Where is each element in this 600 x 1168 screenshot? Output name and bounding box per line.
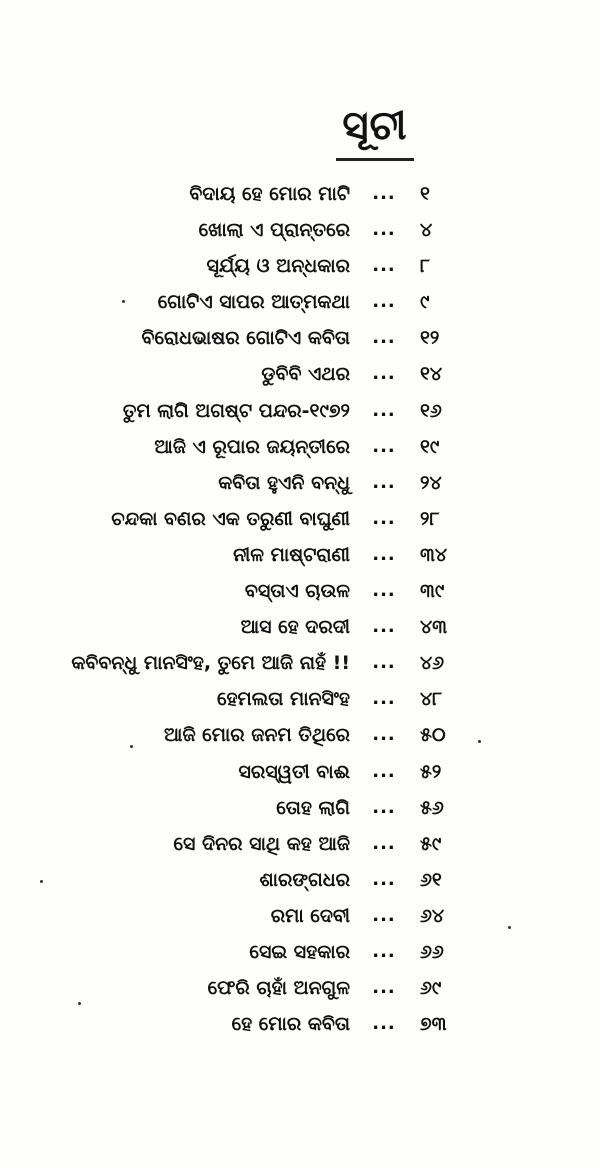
toc-entry-title: ଫେରି ଚାହାଁ ଅନଗୁଳ: [207, 977, 350, 1000]
toc-entry-page: ୧୪: [420, 363, 443, 386]
print-speck: [130, 745, 133, 748]
toc-entry-title: ଆଜି ଏ ରୂପାର ଜୟନ୍ତୀରେ: [154, 435, 350, 458]
toc-entry-page: ୯: [420, 291, 430, 314]
toc-entry-title: ରମା ଦେବୀ: [270, 904, 350, 927]
toc-entry-leader: ...: [372, 616, 396, 638]
toc-entry: [0, 429, 600, 465]
toc-entry-title: ସୂର୍ଯ୍ୟ ଓ ଅନ୍ଧକାର: [206, 255, 350, 278]
toc-entry-title: ସରସ୍ୱତୀ ବାଈ: [238, 760, 350, 783]
toc-entry-page: ୭୩: [420, 1013, 447, 1036]
print-speck: [40, 880, 43, 883]
toc-entry-page: ୨୮: [420, 507, 440, 530]
toc-entry: [0, 393, 600, 429]
toc-entry: [0, 284, 600, 320]
toc-entry: [0, 645, 600, 681]
toc-entry-title: ହେ ମୋର କବିତା: [231, 1013, 350, 1036]
toc-entry-leader: ...: [372, 291, 396, 313]
table-of-contents: [0, 176, 600, 1042]
toc-entry-page: ୧୬: [420, 399, 442, 422]
toc-entry-page: ୬୧: [420, 868, 442, 891]
toc-entry-leader: ...: [372, 183, 396, 204]
toc-entry-leader: ...: [372, 904, 396, 926]
toc-entry-leader: ...: [372, 977, 396, 999]
toc-entry-page: ୬୪: [420, 904, 445, 927]
print-speck: [478, 740, 481, 743]
toc-entry-page: ୮: [420, 255, 430, 278]
contents-heading: ସୂଚୀ: [342, 103, 408, 149]
toc-entry-leader: ...: [372, 1013, 396, 1035]
toc-entry-title: ନୀଳ ମାଷ୍ଟରାଣୀ: [233, 543, 350, 566]
toc-entry-title: ଶାରଙ୍ଗଧର: [259, 868, 350, 891]
toc-entry: [0, 754, 600, 790]
toc-entry-leader: ...: [372, 868, 396, 890]
toc-entry-page: ୩୯: [420, 580, 445, 603]
toc-entry-title: କବିବନ୍ଧୁ ମାନସିଂହ, ତୁମେ ଆଜି ନାହଁ !!: [71, 652, 350, 675]
print-speck: [78, 1002, 81, 1005]
toc-entry-title: ହେମଲତା ମାନସିଂହ: [216, 688, 350, 711]
toc-entry: [0, 790, 600, 826]
toc-entry-title: ବସ୍ତାଏ ଚାଉଳ: [244, 580, 350, 603]
toc-entry-leader: ...: [372, 327, 396, 349]
print-speck: [122, 300, 125, 303]
toc-entry: [0, 1006, 600, 1042]
toc-entry-page: ୬୬: [420, 940, 444, 963]
heading-underline: [336, 158, 414, 161]
toc-entry-title: ସେଇ ସହକାର: [249, 940, 350, 963]
toc-entry: [0, 681, 600, 717]
toc-entry-leader: ...: [372, 940, 396, 962]
toc-entry: [0, 970, 600, 1006]
toc-entry-leader: ...: [372, 688, 396, 710]
toc-entry: [0, 537, 600, 573]
toc-entry: [0, 609, 600, 645]
toc-entry-page: ୩୪: [420, 543, 448, 566]
toc-entry-leader: ...: [372, 399, 396, 421]
toc-entry-page: ୪୬: [420, 652, 445, 675]
toc-entry: [0, 320, 600, 356]
toc-entry: [0, 176, 600, 212]
toc-entry-title: ଚନ୍ଦକା ବଣର ଏକ ତରୁଣୀ ବାଘୁଣୀ: [111, 507, 350, 530]
toc-entry-page: ୫୬: [420, 796, 444, 819]
toc-entry: [0, 934, 600, 970]
toc-entry-leader: ...: [372, 543, 396, 565]
toc-entry-leader: ...: [372, 435, 396, 457]
toc-entry-page: ୫୨: [420, 760, 442, 783]
toc-entry-page: ୫୯: [420, 832, 442, 855]
toc-entry: [0, 862, 600, 898]
toc-entry-leader: ...: [372, 363, 396, 385]
toc-entry-title: କବିତା ହୁଏନି ବନ୍ଧୁ: [218, 471, 350, 494]
toc-entry-leader: ...: [372, 652, 396, 674]
print-speck: [508, 926, 511, 929]
toc-entry-leader: ...: [372, 580, 396, 602]
toc-entry: [0, 717, 600, 753]
toc-entry-leader: ...: [372, 832, 396, 854]
toc-entry-title: ତୋହ ଲାଗି: [276, 796, 350, 819]
toc-entry: [0, 501, 600, 537]
toc-entry-leader: ...: [372, 724, 396, 746]
toc-entry-title: ଡୁବିବି ଏଥର: [261, 363, 350, 386]
toc-entry-title: ବିଦାୟ ହେ ମୋର ମାଟି: [189, 183, 350, 205]
toc-entry-title: ଆସ ହେ ଦରଦୀ: [240, 616, 350, 639]
toc-entry-page: ୨୪: [420, 471, 442, 494]
toc-entry-leader: ...: [372, 219, 396, 241]
toc-entry: [0, 356, 600, 392]
toc-entry-title: ତୁମ ଲାଗି ଅଗଷ୍ଟ ପନ୍ଦର-୧୯୭୨: [122, 399, 350, 422]
toc-entry-leader: ...: [372, 255, 396, 277]
toc-entry-page: ୬୯: [420, 977, 442, 1000]
toc-entry-title: ଖୋଲା ଏ ପ୍ରାନ୍ତରେ: [198, 219, 350, 242]
toc-entry: [0, 212, 600, 248]
toc-entry-page: ୫୦: [420, 724, 446, 747]
toc-entry-page: ୧: [420, 183, 430, 205]
toc-entry-leader: ...: [372, 507, 396, 529]
toc-entry-leader: ...: [372, 471, 396, 493]
toc-entry: [0, 248, 600, 284]
toc-entry-page: ୧୨: [420, 327, 440, 350]
toc-entry-title: ଗୋଟିଏ ସାପର ଆତ୍ମକଥା: [157, 291, 350, 314]
toc-entry-leader: ...: [372, 796, 396, 818]
toc-entry-page: ୪: [420, 219, 433, 242]
toc-entry-title: ବିରୋଧଭାଷର ଗୋଟିଏ କବିତା: [141, 327, 350, 350]
toc-entry-page: ୪୩: [420, 616, 448, 639]
toc-entry: [0, 465, 600, 501]
toc-entry: [0, 826, 600, 862]
toc-entry-leader: ...: [372, 760, 396, 782]
toc-entry-title: ଆଜି ମୋର ଜନମ ତିଥିରେ: [164, 724, 350, 747]
toc-entry: [0, 573, 600, 609]
toc-entry-title: ସେ ଦିନର ସାଥି କହ ଆଜି: [173, 832, 350, 855]
toc-entry-page: ୧୯: [420, 435, 440, 458]
toc-entry-page: ୪୮: [420, 688, 443, 711]
